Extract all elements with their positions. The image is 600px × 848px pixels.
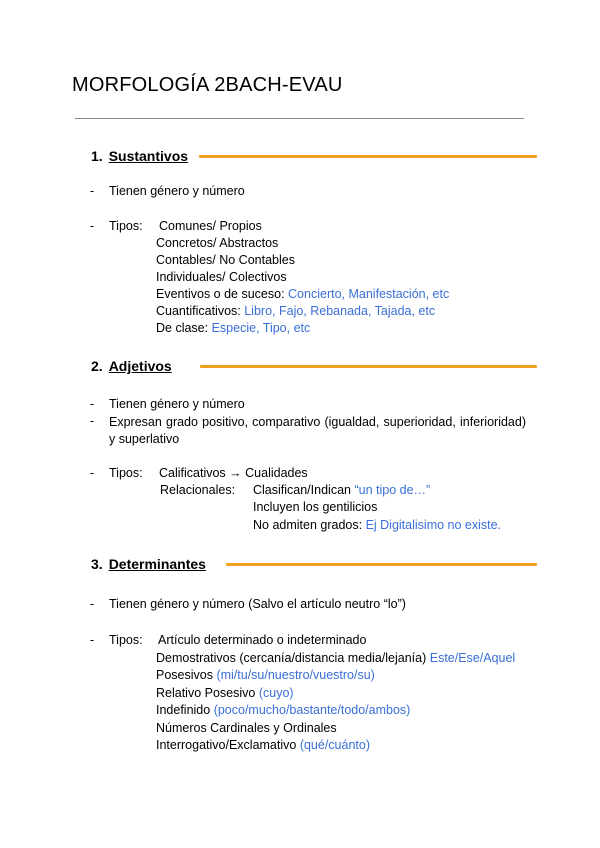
section-name: Adjetivos xyxy=(108,358,172,374)
example-text: Este/Ese/Aquel xyxy=(429,651,516,665)
example-text: “un tipo de…” xyxy=(354,483,431,497)
example-text: (mi/tu/su/nuestro/vuestro/su) xyxy=(216,668,375,682)
example-text: (cuyo) xyxy=(258,686,294,700)
bullet-text: Expresan grado positivo, comparativo (igualdad, superioridad, inferioridad) y superlativo xyxy=(109,415,526,446)
section-heading-determinantes xyxy=(91,556,206,572)
section-name: Sustantivos xyxy=(108,148,189,164)
example-text: Ej Digitalisimo no existe. xyxy=(365,518,502,532)
tipo-item: Posesivos (mi/tu/su/nuestro/vuestro/su) xyxy=(156,668,375,682)
bullet-dash: - xyxy=(90,466,95,480)
bullet-dash: - xyxy=(90,397,95,411)
section-accent-line xyxy=(226,563,537,566)
tipo-item: De clase: Especie, Tipo, etc xyxy=(156,321,311,335)
relacionales-label: Relacionales: xyxy=(160,483,236,497)
tipo-item: Indefinido (poco/mucho/bastante/todo/ambos) xyxy=(156,703,411,717)
section-number: 3. xyxy=(91,556,103,572)
relacional-item: No admiten grados: Ej Digitalisimo no existe. xyxy=(253,518,502,532)
section-heading-adjetivos xyxy=(91,358,172,374)
tipo-item: Demostrativos (cercanía/distancia media/lejanía) Este/Ese/Aquel xyxy=(156,651,516,665)
tipo-item: Comunes/ Propios xyxy=(159,219,262,233)
relacional-item: Clasifican/Indican “un tipo de…” xyxy=(253,483,431,497)
section-accent-line xyxy=(200,365,537,368)
tipo-item: Relativo Posesivo (cuyo) xyxy=(156,686,294,700)
title-divider xyxy=(75,118,524,119)
section-number: 2. xyxy=(91,358,103,374)
bullet-text: Tienen género y número (Salvo el artículo neutro “lo”) xyxy=(109,597,406,611)
section-number: 1. xyxy=(91,148,103,164)
bullet-dash: - xyxy=(90,414,95,428)
tipo-item: Artículo determinado o indeterminado xyxy=(158,633,367,647)
page-title: MORFOLOGÍA 2BACH-EVAU xyxy=(72,74,343,96)
example-text: (poco/mucho/bastante/todo/ambos) xyxy=(213,703,411,717)
bullet-text: Tienen género y número xyxy=(109,184,245,198)
example-text: (qué/cuánto) xyxy=(299,738,370,752)
section-accent-line xyxy=(199,155,537,158)
tipos-label: Tipos: xyxy=(109,633,143,647)
bullet-dash: - xyxy=(90,597,95,611)
bullet-dash: - xyxy=(90,184,95,198)
tipo-item: Individuales/ Colectivos xyxy=(156,270,287,284)
section-name: Determinantes xyxy=(108,556,206,572)
tipo-item: Eventivos o de suceso: Concierto, Manifestación, etc xyxy=(156,287,450,301)
bullet-text: Tienen género y número xyxy=(109,397,245,411)
tipo-item: Concretos/ Abstractos xyxy=(156,236,279,250)
tipo-item: Números Cardinales y Ordinales xyxy=(156,721,337,735)
relacional-item: Incluyen los gentilicios xyxy=(253,500,378,514)
example-text: Libro, Fajo, Rebanada, Tajada, etc xyxy=(244,304,436,318)
example-text: Concierto, Manifestación, etc xyxy=(288,287,450,301)
tipo-item: Calificativos → Cualidades xyxy=(159,466,308,480)
bullet-dash: - xyxy=(90,633,95,647)
tipo-item: Contables/ No Contables xyxy=(156,253,295,267)
tipos-label: Tipos: xyxy=(109,219,143,233)
tipos-label: Tipos: xyxy=(109,466,143,480)
bullet-dash: - xyxy=(90,219,95,233)
tipo-item: Interrogativo/Exclamativo (qué/cuánto) xyxy=(156,738,370,752)
section-heading-sustantivos xyxy=(91,148,188,164)
tipo-item: Cuantificativos: Libro, Fajo, Rebanada, Tajada, etc xyxy=(156,304,436,318)
example-text: Especie, Tipo, etc xyxy=(211,321,311,335)
